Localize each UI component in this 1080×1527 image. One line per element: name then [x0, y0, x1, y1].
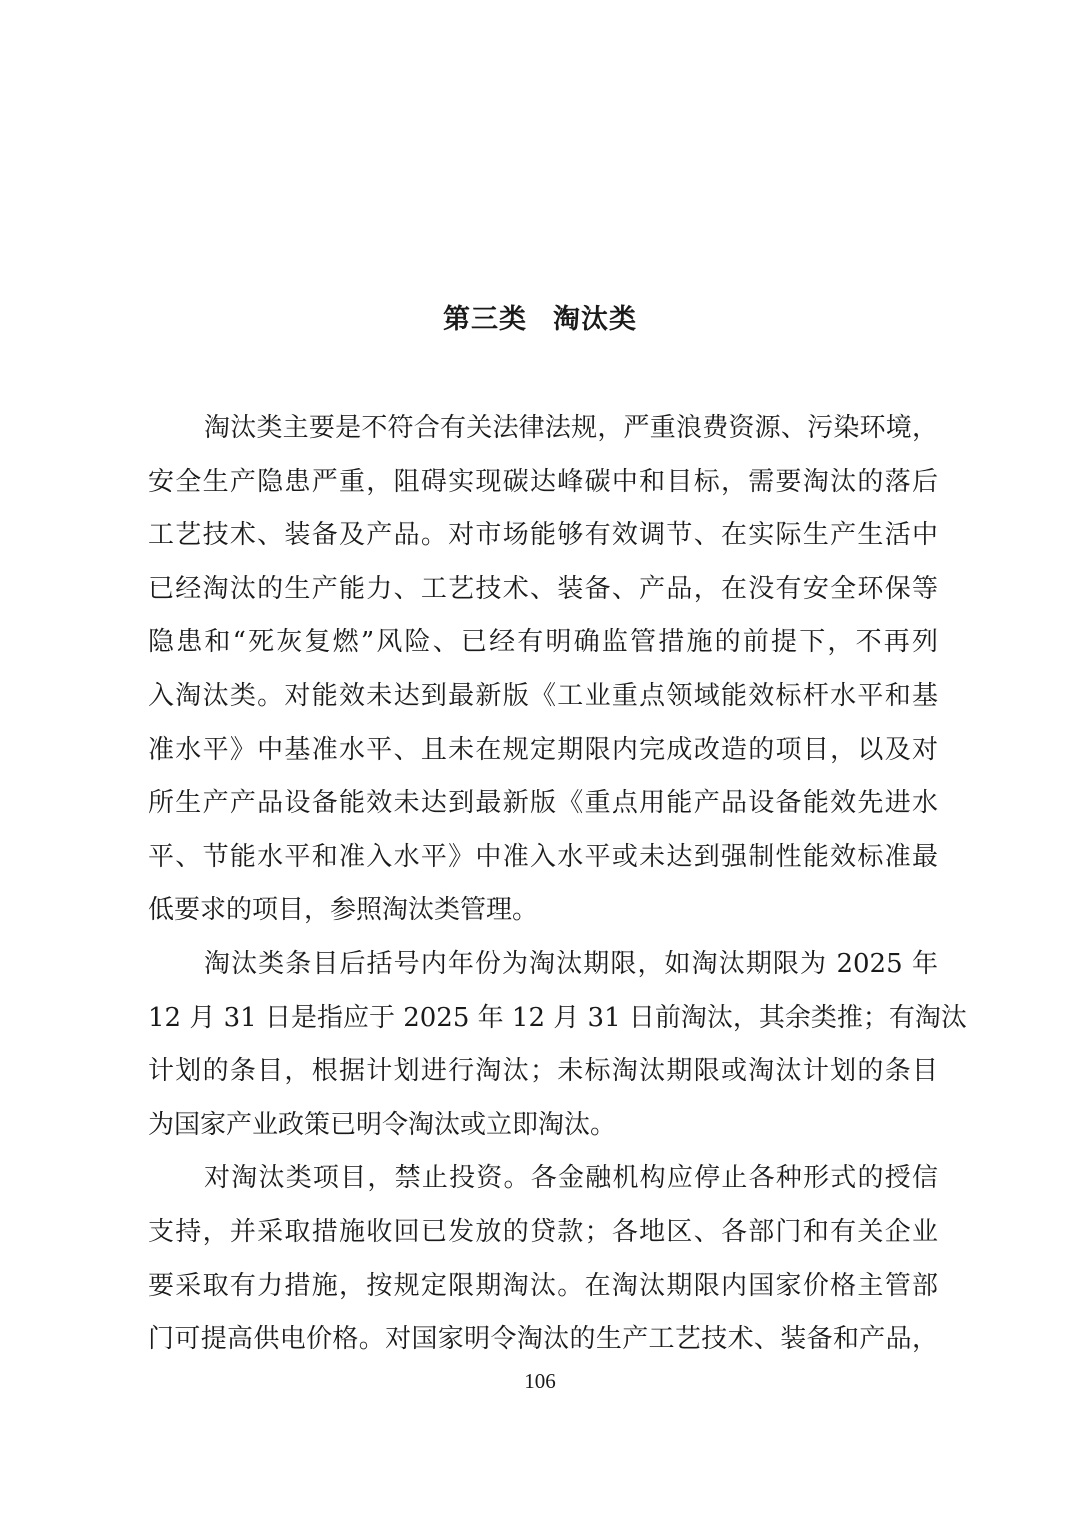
body-text	[148, 402, 967, 1367]
text-line: 平、节能水平和准入水平》中准入水平或未达到强制性能效标准最	[148, 841, 938, 872]
text-line: 12 月 31 日是指应于 2025 年 12 月 31 日前淘汰，其余类推；有淘汰	[148, 1002, 967, 1033]
text-line: 隐患和“死灰复燃”风险、已经有明确监管措施的前提下，不再列	[148, 627, 938, 658]
text-line: 安全生产隐患严重，阻碍实现碳达峰碳中和目标，需要淘汰的落后	[148, 466, 938, 497]
text-line: 准水平》中基准水平、且未在规定期限内完成改造的项目，以及对	[148, 734, 938, 765]
text-line: 低要求的项目，参照淘汰类管理。	[148, 895, 539, 926]
text-line: 已经淘汰的生产能力、工艺技术、装备、产品，在没有安全环保等	[148, 573, 938, 604]
text-line: 要采取有力措施，按规定限期淘汰。在淘汰期限内国家价格主管部	[148, 1270, 938, 1301]
section-title-category: 第三类	[443, 304, 527, 335]
page-number: 106	[524, 1369, 556, 1393]
text-line: 支持，并采取措施收回已发放的贷款；各地区、各部门和有关企业	[148, 1216, 938, 1247]
text-line: 淘汰类主要是不符合有关法律法规，严重浪费资源、污染环境，	[204, 413, 938, 443]
text-line: 工艺技术、装备及产品。对市场能够有效调节、在实际生产生活中	[148, 520, 938, 551]
section-title	[0, 298, 1080, 342]
text-line: 计划的条目，根据计划进行淘汰；未标淘汰期限或淘汰计划的条目	[148, 1056, 938, 1087]
text-line: 门可提高供电价格。对国家明令淘汰的生产工艺技术、装备和产品，	[148, 1324, 938, 1355]
text-line: 对淘汰类项目，禁止投资。各金融机构应停止各种形式的授信	[204, 1163, 938, 1194]
text-line: 为国家产业政策已明令淘汰或立即淘汰。	[148, 1109, 617, 1140]
section-title-name: 淘汰类	[553, 304, 637, 335]
text-line: 淘汰类条目后括号内年份为淘汰期限，如淘汰期限为 2025 年	[204, 948, 938, 979]
text-line: 入淘汰类。对能效未达到最新版《工业重点领域能效标杆水平和基	[148, 680, 938, 711]
text-line: 所生产产品设备能效未达到最新版《重点用能产品设备能效先进水	[148, 788, 938, 819]
